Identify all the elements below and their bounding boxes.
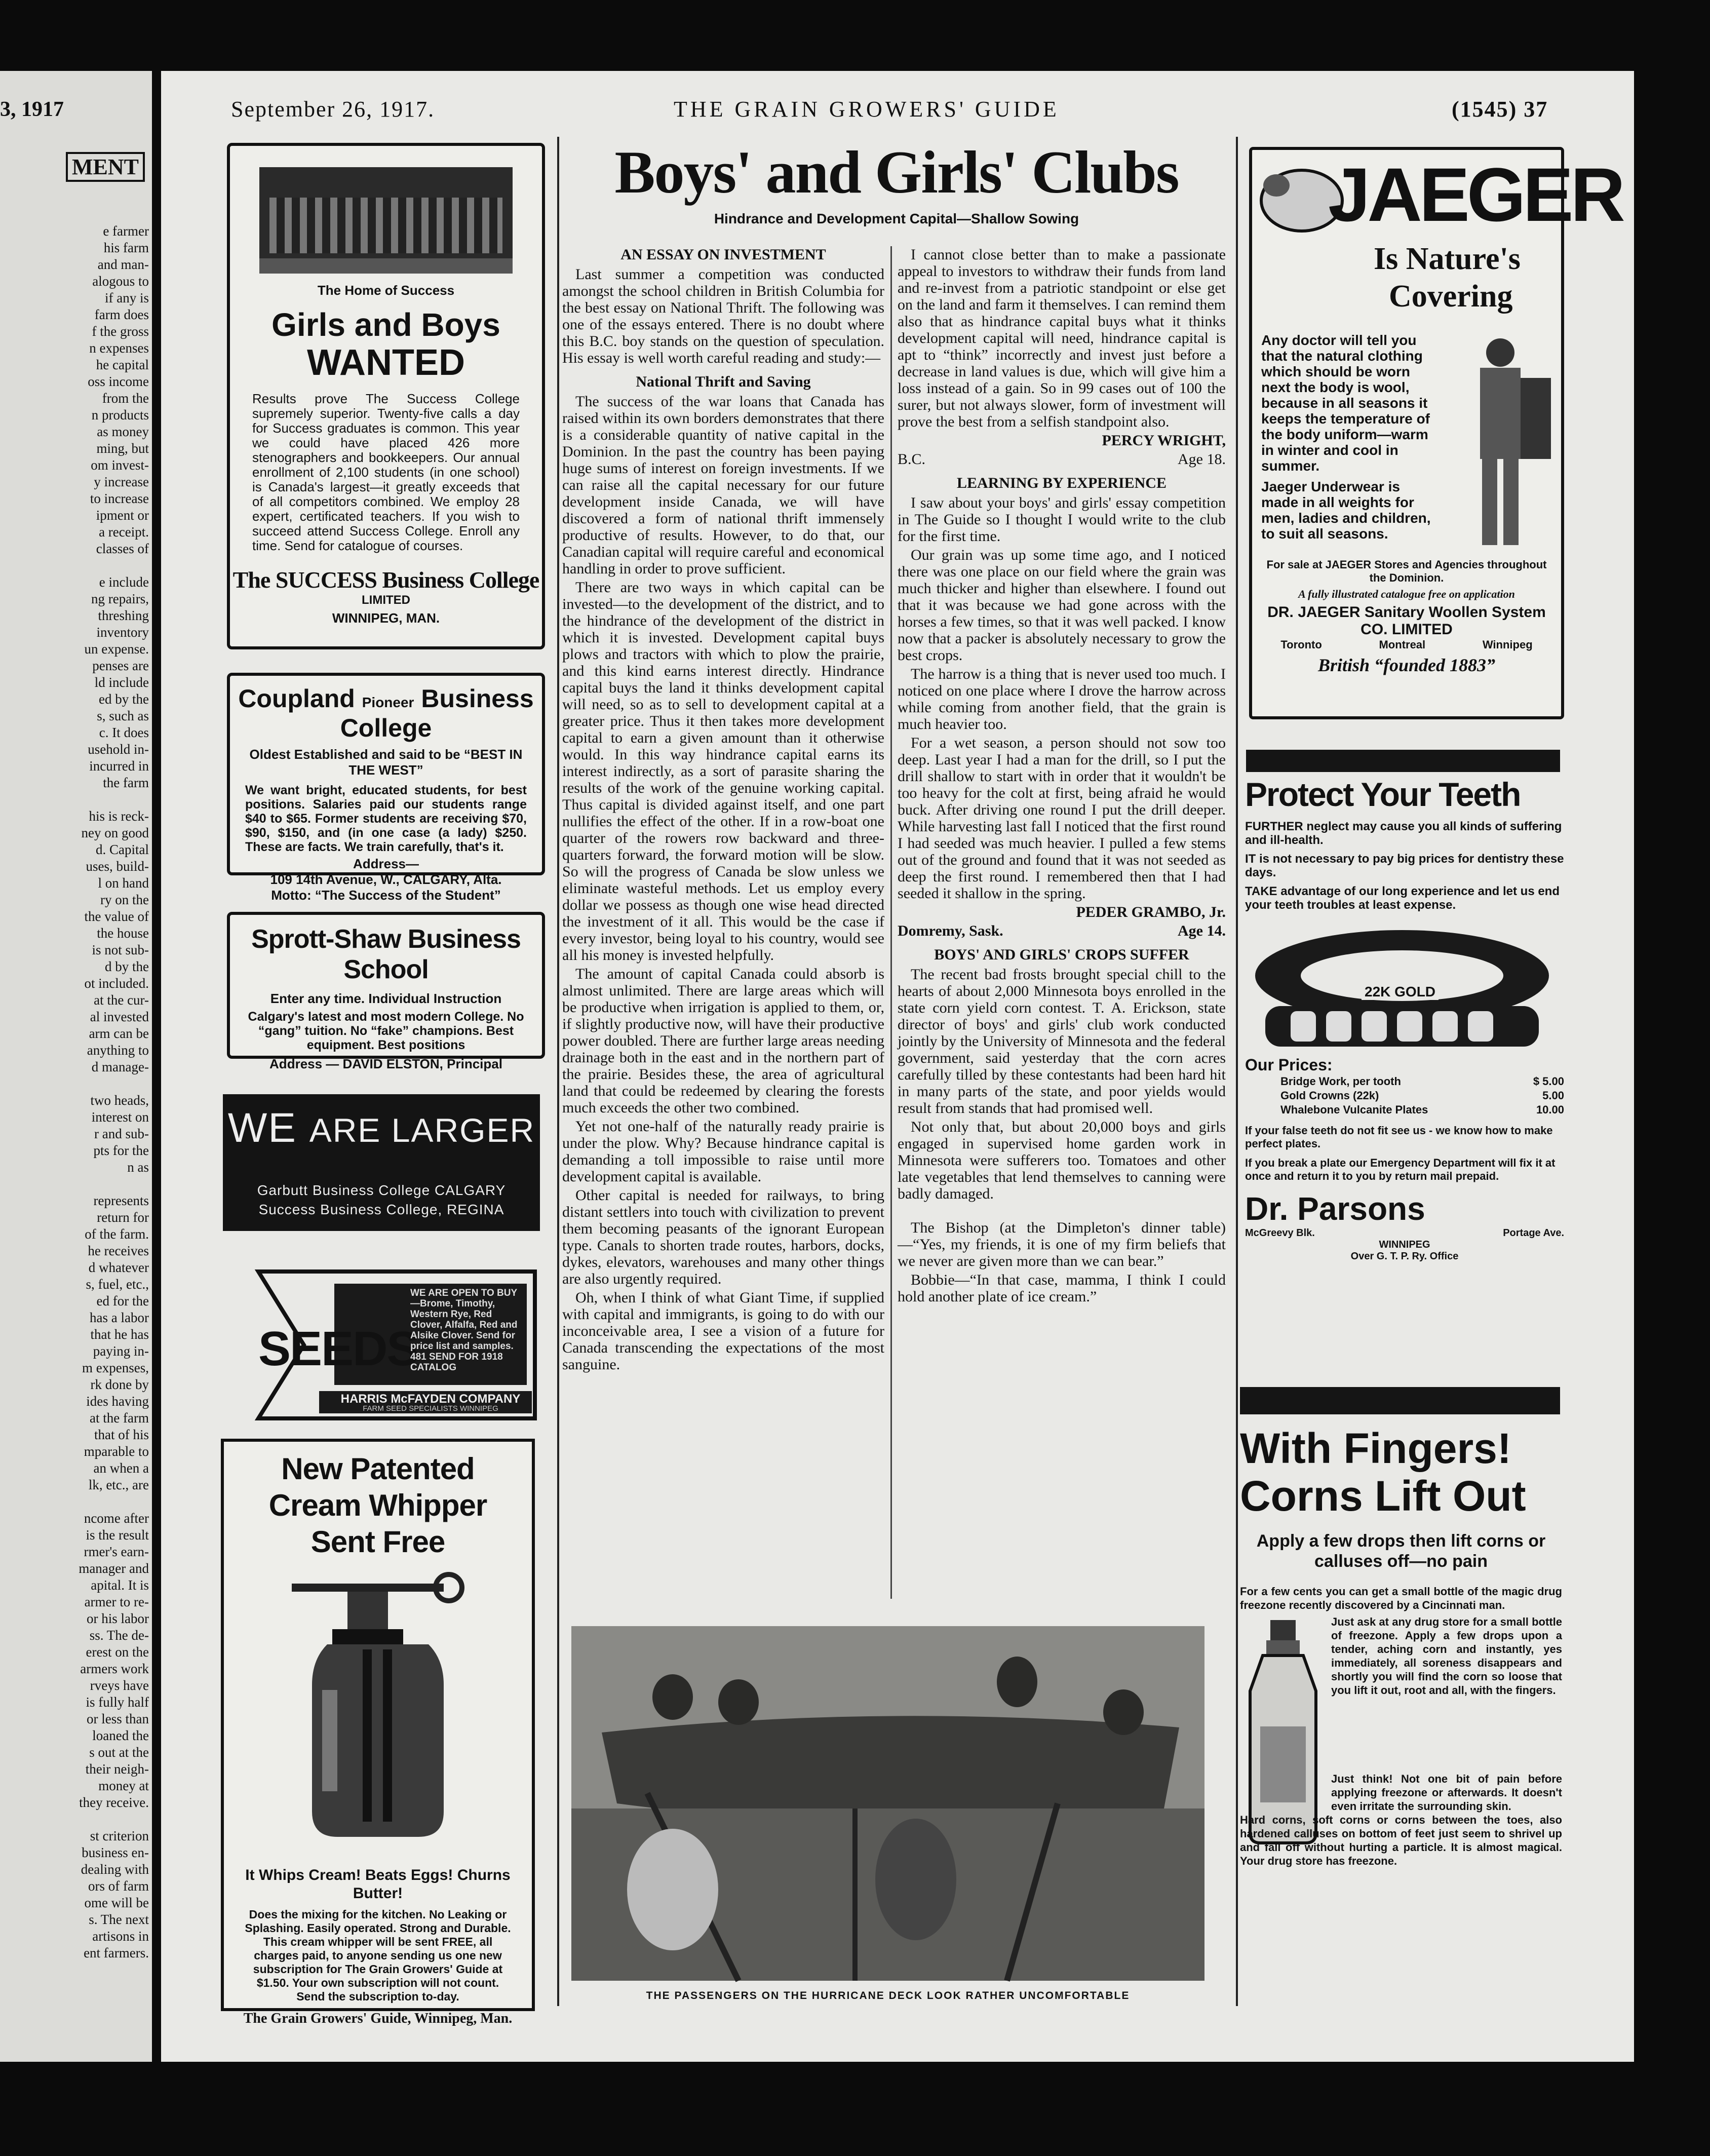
ad-point: TAKE advantage of our long experience and let us end your teeth troubles at least expense.: [1245, 884, 1560, 912]
ad-divider-band: [1240, 1387, 1560, 1414]
previous-page-line: d. Capital: [96, 842, 149, 857]
section-subtitle: Hindrance and Development Capital—Shallow Sowing: [714, 211, 1079, 226]
previous-page-line: classes of: [96, 541, 149, 556]
previous-page-line: inventory: [96, 625, 149, 640]
ad-business-name: Pioneer: [362, 695, 414, 710]
ad-address: Address — DAVID ELSTON, Principal: [269, 1056, 502, 1071]
previous-page-line: e farmer: [103, 223, 149, 239]
dr-parsons-dental-ad: [1245, 775, 1564, 1373]
previous-page-line: s. The next: [89, 1912, 149, 1927]
previous-page-line: that he has: [90, 1327, 149, 1342]
ad-point: IT is not necessary to pay big prices for dentistry these days.: [1245, 852, 1564, 879]
learning-heading: LEARNING BY EXPERIENCE: [957, 475, 1167, 491]
previous-page-line: ncome after: [84, 1511, 149, 1526]
previous-page-line: rmer's earn-: [84, 1544, 149, 1559]
crops-paragraph: Not only that, but about 20,000 boys and girls engaged in supervised home garden work in Minnesota were sufferers too. Tomatoes and other late vegetables that lend themselves to canning were badly damaged.: [898, 1119, 1226, 1202]
essay-place: B.C.: [898, 451, 926, 468]
boat-photograph-image: [571, 1626, 1204, 1981]
previous-page-line: al invested: [90, 1009, 149, 1024]
seeds-word: SEEDS: [258, 1322, 418, 1376]
previous-page-line: ed by the: [99, 691, 149, 707]
ad-founded: British “founded 1883”: [1317, 655, 1496, 675]
previous-page-line: [0, 1811, 155, 1828]
issue-date: September 26, 1917.: [231, 97, 435, 122]
previous-page-line: artisons in: [92, 1929, 149, 1944]
dental-plate-image: [1245, 920, 1564, 1052]
ad-business-name: The SUCCESS Business College: [232, 567, 539, 593]
essay-author: PERCY WRIGHT,: [1102, 432, 1226, 449]
ad-headline: With Fingers!: [1240, 1424, 1511, 1472]
price-item: Gold Crowns (22k): [1280, 1089, 1379, 1102]
essay-age: Age 18.: [1178, 451, 1226, 468]
previous-page-text: [0, 223, 155, 1961]
page-gutter: [152, 71, 161, 2062]
previous-page-line: f the gross: [92, 324, 149, 339]
jaeger-brand: JAEGER: [1328, 152, 1622, 237]
ad-faded-line: [226, 1152, 537, 1182]
ad-address: 109 14th Avenue, W., CALGARY, Alta.: [270, 872, 502, 887]
jaeger-ad: [1249, 147, 1622, 719]
previous-page-line: anything to: [87, 1043, 149, 1058]
ad-slogan: It Whips Cream! Beats Eggs! Churns Butter!: [245, 1867, 511, 1902]
previous-page-line: a receipt.: [99, 524, 149, 540]
price-item: Bridge Work, per tooth: [1280, 1075, 1401, 1088]
essay-paragraph: There are two ways in which capital can be invested—to the development of the district, and to the hindrance of the development of the district in which it is invested. Development capital buys plows and tractors with which to plow the prairie, and this kind earns interest directly. Hindrance capital buys the land it thinks development capital will need, so as to sell to development capital at a greater price. Thus it then takes more development capital to earn a given amount than it otherwise would. In this way hindrance capital earns its interest indirectly, as a sort of parasite sharing the results of the work of the genuine working capital. Thus capital is divided against itself, and one part nullifies the effect of the other. If in a row-boat one quarter of the rowers row backward and three-quarters forward, the forward motion will be slow. So will the progress of Canada be slow unless we eliminate wasteful methods. Let us employ every dollar we possess as though one wise head directed the investment of it all. This would be the case if every investor, being loyal to his country, would see all his money is invested helpfully.: [562, 579, 884, 964]
previous-page-line: at the cur-: [94, 992, 149, 1008]
success-college-ad: [227, 143, 545, 649]
ad-headline: Corns Lift Out: [1240, 1472, 1526, 1520]
previous-page-line: they receive.: [79, 1795, 149, 1810]
price-row: [1280, 1089, 1564, 1103]
previous-page-line: represents: [93, 1193, 149, 1208]
ad-body: Jaeger Underwear is made in all weights for men, ladies and children, to suit all seasons.: [1261, 479, 1431, 542]
ad-note: If you break a plate our Emergency Department will fix it at once and return it to you by return mail prepaid.: [1245, 1157, 1556, 1182]
dentist-name: Dr. Parsons: [1245, 1190, 1425, 1227]
price-value: $ 5.00: [1533, 1075, 1564, 1088]
previous-page-line: s out at the: [89, 1745, 149, 1760]
learning-paragraph: I saw about your boys' and girls' essay competition in The Guide so I thought I would write to the club for the first time.: [898, 494, 1226, 545]
previous-page-line: n products: [91, 407, 149, 422]
joke-paragraph: Bobbie—“In that case, mamma, I think I could hold another plate of ice cream.”: [898, 1272, 1226, 1305]
previous-page-line: he receives: [88, 1243, 149, 1258]
previous-page-line: manager and: [79, 1561, 149, 1576]
ad-divider-band: [1246, 750, 1560, 772]
previous-page-line: armers work: [80, 1661, 149, 1676]
previous-page-line: [0, 557, 155, 574]
previous-page-line: ipment or: [96, 508, 149, 523]
previous-page-line: ming, but: [96, 441, 149, 456]
learning-paragraph: Our grain was up some time ago, and I noticed there was one place on our field where the grain was much thicker and higher than elsewhere. I found out that it was because we had gone across with the horses a few times, so that it was well packed. I know now that a packer is absolutely necessary to grow the best crops.: [898, 547, 1226, 664]
previous-page-line: business en-: [82, 1845, 149, 1860]
previous-page-line: e include: [99, 574, 149, 590]
man-in-underwear-image: [1440, 332, 1561, 555]
freezone-corns-ad: [1240, 1424, 1562, 2007]
previous-page-line: rk done by: [90, 1377, 149, 1392]
essay-paragraph: Oh, when I think of what Giant Time, if supplied with capital and immigrants, is going to do with our inconceivable area, I see a vision of a future for Canada transcending the expectations of the most sanguine.: [562, 1289, 884, 1373]
previous-page-line: is not sub-: [92, 942, 149, 957]
ad-city: Montreal: [1379, 638, 1426, 651]
price-row: [1280, 1103, 1564, 1117]
ad-line: Garbutt Business College CALGARY: [257, 1182, 506, 1198]
previous-page-line: om invest-: [91, 457, 149, 473]
ad-subhead: Apply a few drops then lift corns or calluses off—no pain: [1256, 1531, 1546, 1571]
previous-page-line: [0, 1075, 155, 1092]
previous-page-line: has a labor: [90, 1310, 149, 1325]
ad-headline: WANTED: [307, 342, 465, 383]
ad-business-name: Coupland: [238, 684, 355, 713]
previous-page-line: n expenses: [89, 340, 149, 356]
ad-intro: For a few cents you can get a small bottle of the magic drug freezone recently discovered by a Cincinnati man.: [1240, 1585, 1562, 1611]
previous-page-line: ides having: [86, 1394, 149, 1409]
learning-age: Age 14.: [1178, 922, 1226, 939]
previous-page-line: is fully half: [86, 1695, 149, 1710]
column-rule: [557, 137, 559, 2006]
ad-line: Calgary's latest and most modern College. No “gang” tuition. No “fake” champions. Best equipment. Best positions: [248, 1010, 524, 1052]
previous-page-line: at the farm: [90, 1410, 149, 1426]
ad-footer: The Grain Growers' Guide, Winnipeg, Man.: [243, 2011, 513, 2026]
joke-paragraph: The Bishop (at the Dimpleton's dinner table)—“Yes, my friends, it is one of my firm beliefs that we never are given more than we can bear.”: [898, 1219, 1226, 1269]
ad-note: If your false teeth do not fit see us - we know how to make perfect plates.: [1245, 1124, 1553, 1150]
previous-page-line: c. It does: [99, 725, 149, 740]
previous-page-line: d by the: [105, 959, 149, 974]
college-building-image: [259, 167, 513, 274]
previous-page-line: is the result: [86, 1527, 149, 1543]
previous-page-line: and man-: [97, 257, 149, 272]
learning-paragraph: The harrow is a thing that is never used too much. I noticed on one place where I drove the harrow across while coming from another field, that the grain is much heavier too.: [898, 666, 1226, 733]
previous-page-line: or less than: [87, 1711, 149, 1726]
ad-body: Any doctor will tell you that the natural clothing which should be worn next the body is wool, because in all seasons it keeps the temperature of the body uniform—warm in winter and cool in summer.: [1261, 332, 1430, 474]
previous-page-line: farm does: [94, 307, 149, 322]
previous-page-line: ng repairs,: [91, 591, 149, 606]
previous-page-line: or his labor: [87, 1611, 149, 1626]
price-list: [1280, 1074, 1564, 1117]
sprott-shaw-ad: [227, 912, 545, 1071]
ad-body: Hard corns, soft corns or corns between the toes, also hardened calluses on bottom of feet just seem to shrivel up and fall off without hurting a particle. It is almost magical. Your drug store has freezone.: [1240, 1814, 1562, 1867]
ad-business-name: Business College: [340, 684, 534, 742]
previous-page-line: n as: [127, 1160, 149, 1175]
section-title: Boys' and Girls' Clubs: [614, 138, 1179, 206]
essay-paragraph: Other capital is needed for railways, to bring distant settlers into touch with civilization to prevent them becoming peasants of the ignorant European type. Canals to shorten trade routes, harbors, docks, dykes, elevators, warehouses and many other things are also urgently required.: [562, 1187, 884, 1287]
previous-page-line: of the farm.: [85, 1226, 149, 1242]
previous-page-line: that of his: [94, 1427, 149, 1442]
photo-caption: THE PASSENGERS ON THE HURRICANE DECK LOOK RATHER UNCOMFORTABLE: [646, 1990, 1130, 2001]
ad-headline: New Patented Cream Whipper Sent Free: [268, 1452, 487, 1559]
previous-page-line: the farm: [103, 775, 149, 790]
dentist-address: McGreevy Blk.: [1245, 1227, 1315, 1239]
previous-page-line: mparable to: [84, 1444, 149, 1459]
dentist-address: Over G. T. P. Ry. Office: [1350, 1251, 1459, 1262]
ad-headline: Girls and Boys: [271, 306, 500, 343]
previous-page-line: interest on: [91, 1109, 149, 1125]
previous-page-line: y increase: [94, 474, 149, 489]
ad-body: Just think! Not one bit of pain before applying freezone or afterwards. It doesn't even irritate the surrounding skin.: [1331, 1773, 1562, 1813]
previous-page-line: the value of: [84, 909, 149, 924]
ad-body: Does the mixing for the kitchen. No Leaking or Splashing. Easily operated. Strong and Durable. This cream whipper will be sent FREE, all charges paid, to anyone sending us one new subscription for The Grain Growers' Guide at $1.50. Your own subscription will not count. Send the subscription to-day.: [245, 1908, 511, 2003]
previous-page-line: [0, 791, 155, 808]
ad-city: Toronto: [1280, 638, 1322, 651]
previous-page-line: s, such as: [97, 708, 149, 723]
previous-page-line: [0, 1176, 155, 1192]
boat-photograph: [571, 1626, 1204, 1981]
previous-page-line: he capital: [96, 357, 149, 372]
newspaper-title: THE GRAIN GROWERS' GUIDE: [674, 97, 1060, 122]
price-value: 5.00: [1542, 1089, 1564, 1102]
previous-page-line: ome will be: [84, 1895, 149, 1910]
previous-page-line: ld include: [94, 675, 149, 690]
crops-paragraph: The recent bad frosts brought special chill to the hearts of about 2,000 Minnesota boys enrolled in the state corn yield corn contest. T. A. Erickson, state director of boys' and girls' club work conducted jointly by the University of Minnesota and the federal government, said yesterday that the corn acres carefully tilled by these contestants had been hard hit in many parts of the state, and poor yields would result from stands that had promised well.: [898, 966, 1226, 1116]
ad-company: DR. JAEGER Sanitary Woollen System CO. LIMITED: [1267, 604, 1546, 638]
seeds-company: HARRIS McFAYDEN COMPANY: [340, 1392, 521, 1406]
previous-page-line: st criterion: [90, 1828, 149, 1843]
previous-page-line: an when a: [93, 1460, 149, 1476]
previous-page-line: incurred in: [89, 758, 149, 774]
essay-paragraph: Yet not one-half of the naturally ready prairie is under the plow. Why? Because hindrance capital is demanding a toll impossible to raise until more development capital is available.: [562, 1118, 884, 1185]
essay-paragraph: The success of the war loans that Canada has raised within its own borders demonstrates that there is a considerable quantity of native capital in the Dominion. In the past the country has been paying huge sums of interest on foreign investments. If we can raise all the capital necessary for our future development inside Canada, we will have discovered a form of national thrift immensely productive of results. However, to do that, our Canadian capital will require careful and economical handling in order to prove sufficient.: [562, 393, 884, 577]
prices-heading: Our Prices:: [1245, 1056, 1333, 1074]
learning-paragraph: For a wet season, a person should not sow too deep. Last year I had a man for the drill, so I put the drill shallow to start with in order that it wouldn't be too heavy for the colt at first, being afraid he would buck. After driving one round I put the drill deeper. While harvesting last fall I noticed that the first round I had seeded was much heavier. I pulled a few stems out of the ground and found that it was not seeded as deep the first round. I remembered then that I had seeded it shallow in the spring.: [898, 735, 1226, 902]
previous-page-line: ot included.: [84, 976, 149, 991]
essay-paragraph: The amount of capital Canada could absorb is almost unlimited. There are large areas which will be productive when irrigation is applied to them, or, if slightly productive now, will have their productive power doubled. There are further large areas needing drainage both in the east and in the northern part of the prairie. Besides these, the area of agricultural land that could be redeemed by clearing the forests much exceeds the other two combined.: [562, 966, 884, 1116]
ad-tagline: Oldest Established and said to be “BEST IN THE WEST”: [249, 747, 523, 778]
ad-point: FURTHER neglect may cause you all kinds of suffering and ill-health.: [1245, 820, 1562, 847]
previous-page-line: the house: [97, 926, 149, 941]
previous-page-line: l on hand: [98, 875, 149, 891]
previous-page-line: to increase: [90, 491, 149, 506]
previous-page-line: d manage-: [91, 1059, 149, 1074]
jaeger-slogan: Covering: [1389, 279, 1513, 314]
previous-page-line: as money: [97, 424, 149, 439]
ad-motto: Motto: “The Success of the Student”: [271, 888, 501, 903]
ad-catalogue: A fully illustrated catalogue free on application: [1298, 588, 1515, 600]
previous-page-heading: MENT: [66, 152, 145, 182]
previous-page-line: if any is: [105, 290, 149, 305]
dentist-city: WINNIPEG: [1379, 1239, 1430, 1250]
previous-page-line: armer to re-: [84, 1594, 149, 1609]
ad-headline: Protect Your Teeth: [1245, 776, 1521, 813]
essay-paragraph: I cannot close better than to make a passionate appeal to investors to withdraw their funds from land and re-invest from a patriotic standpoint or else get on the land and farm it themselves. I can remind them also that as hindrance capital buys what it thinks development capital will need, hindrance capital is apt to “think” incorrectly and invest just before a decrease in land values is due, which will give him a loss instead of a gain. So in 99 cases out of 100 the surer, but not always slower, form of investment will prove the best from a selfish standpoint also.: [898, 246, 1226, 430]
previous-page-line: return for: [97, 1210, 149, 1225]
previous-page-line: uses, build-: [86, 859, 149, 874]
we-are-larger-ad: [223, 1094, 540, 1231]
previous-page-date: 3, 1917: [0, 98, 64, 121]
coupland-college-ad: [227, 673, 545, 903]
page-number: (1545) 37: [1452, 97, 1548, 122]
ad-body: Just ask at any drug store for a small bottle of freezone. Apply a few drops upon a tender, aching corn and instantly, yes immediately, all soreness disappears and shortly you will find the corn so loose that you lift it out, root and all, with the fingers.: [1331, 1615, 1562, 1697]
previous-page-line: paying in-: [93, 1343, 149, 1359]
previous-page-line: [0, 1493, 155, 1510]
previous-page-line: alogous to: [92, 274, 149, 289]
previous-page-line: un expense.: [84, 641, 149, 657]
plate-label: 22K GOLD: [1362, 984, 1439, 1000]
previous-page-line: pts for the: [93, 1143, 149, 1158]
previous-page-line: ney on good: [81, 825, 149, 840]
cream-whipper-ad: [221, 1439, 535, 2026]
previous-page-line: m expenses,: [82, 1360, 149, 1375]
previous-page-line: r and sub-: [94, 1126, 149, 1141]
previous-page-line: his is reck-: [89, 808, 149, 824]
previous-page-line: dealing with: [81, 1862, 149, 1877]
ad-stores: For sale at JAEGER Stores and Agencies throughout the Dominion.: [1266, 558, 1547, 584]
price-row: [1280, 1074, 1564, 1089]
essay-subheading: National Thrift and Saving: [636, 373, 811, 390]
previous-page-line: ent farmers.: [84, 1945, 149, 1960]
previous-page-line: rveys have: [90, 1678, 149, 1693]
previous-page-line: ors of farm: [88, 1878, 149, 1894]
previous-page-line: arm can be: [89, 1026, 149, 1041]
ad-line: Enter any time. Individual Instruction: [270, 991, 502, 1006]
ad-line: Success Business College, REGINA: [258, 1202, 504, 1217]
previous-page-line: money at: [98, 1778, 149, 1793]
crops-heading: BOYS' AND GIRLS' CROPS SUFFER: [934, 946, 1189, 963]
ad-headline: ARE LARGER: [309, 1111, 535, 1149]
previous-page-line: d whatever: [88, 1260, 149, 1275]
essay-column: [562, 246, 884, 1604]
previous-page-line: ry on the: [100, 892, 149, 907]
cream-whipper-image: [271, 1573, 484, 1857]
seeds-text: WE ARE OPEN TO BUY—Brome, Timothy, Western Rye, Red Clover, Alfalfa, Red and Alsike Clover. Send for price list and samples. 481 SEND FOR 1918 CATALOG: [410, 1288, 518, 1373]
column-rule: [890, 246, 892, 1599]
price-value: 10.00: [1536, 1103, 1564, 1116]
previous-page-line: penses are: [92, 658, 149, 673]
previous-page-line: their neigh-: [85, 1761, 149, 1777]
harris-mcfayden-seeds-ad: [258, 1272, 535, 1418]
learning-author: PEDER GRAMBO, Jr.: [1076, 904, 1226, 920]
previous-page-line: s, fuel, etc.,: [86, 1277, 149, 1292]
previous-page-line: his farm: [103, 240, 149, 255]
ad-city: Winnipeg: [1482, 638, 1533, 651]
previous-page-line: oss income: [88, 374, 149, 389]
previous-page-line: ss. The de-: [89, 1628, 149, 1643]
ad-address-label: Address—: [353, 856, 419, 871]
previous-page-line: from the: [102, 391, 149, 406]
previous-page-line: ed for the: [96, 1293, 149, 1308]
dentist-address: Portage Ave.: [1503, 1227, 1564, 1239]
building-caption: The Home of Success: [317, 283, 455, 298]
ad-limited: LIMITED: [362, 593, 410, 607]
essay-heading: AN ESSAY ON INVESTMENT: [620, 246, 826, 263]
jaeger-slogan: Is Nature's: [1374, 242, 1521, 276]
column-rule: [1236, 137, 1238, 2006]
ad-business-name: Sprott-Shaw Business School: [251, 925, 521, 984]
price-item: Whalebone Vulcanite Plates: [1280, 1103, 1428, 1116]
ad-headline: WE: [227, 1105, 297, 1151]
previous-page-line: usehold in-: [88, 742, 149, 757]
ad-body: Results prove The Success College supremely superior. Twenty-five calls a day for Success graduates is common. This year we could have placed 426 more stenographers and bookkeepers. Our annual enrollment of 2,100 students (in one school) is Canada's largest—it greatly exceeds that of all competitors combined. We employ 28 expert, certificated teachers. If you wish to succeed attend Success College. Enroll any time. Send for catalogue of courses.: [252, 391, 520, 553]
previous-page-line: threshing: [98, 608, 149, 623]
previous-page-line: erest on the: [86, 1644, 149, 1660]
seeds-tagline: FARM SEED SPECIALISTS WINNIPEG: [363, 1404, 498, 1413]
previous-page-line: two heads,: [90, 1093, 149, 1108]
learning-place: Domremy, Sask.: [898, 922, 1003, 939]
previous-page-strip: [0, 71, 155, 2062]
previous-page-line: lk, etc., are: [88, 1477, 149, 1492]
ad-body: We want bright, educated students, for best positions. Salaries paid our students range $40 to $65. Former students are receiving $70, $90, $150, and (in one case (a lady) $250. These are facts. We train carefully, that's it.: [245, 783, 527, 854]
previous-page-line: apital. It is: [91, 1577, 149, 1593]
ad-city: WINNIPEG, MAN.: [332, 610, 440, 626]
previous-page-line: loaned the: [92, 1728, 149, 1743]
right-article-column: [898, 246, 1226, 1604]
essay-intro: Last summer a competition was conducted amongst the school children in British Columbia for the best essay on National Thrift. The following was one of the essays entered. There is no doubt where this B.C. boy stands on the question of speculation. His essay is well worth careful reading and study:—: [562, 266, 884, 366]
